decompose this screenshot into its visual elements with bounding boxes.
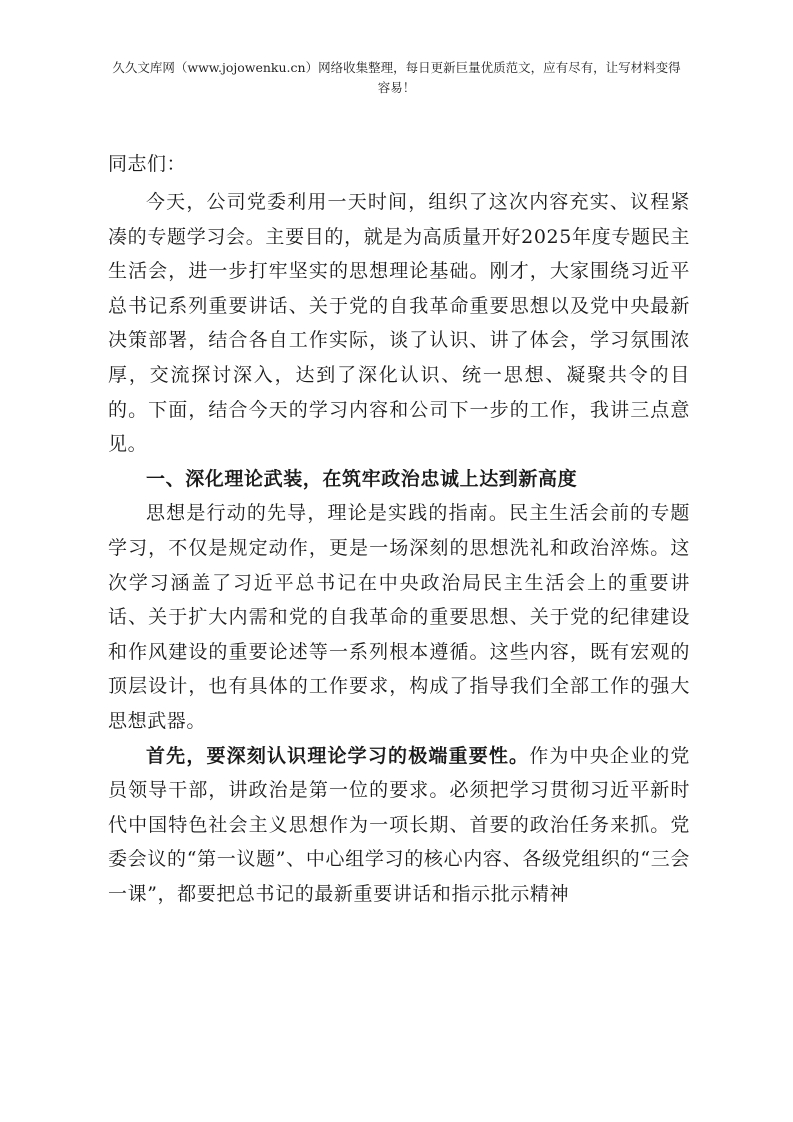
header-line-1: 久久文库网（www.jojowenku.cn）网络收集整理，每日更新巨量优质范文，应有尽有，让写材料变得 xyxy=(112,60,681,75)
salutation: 同志们： xyxy=(108,153,187,175)
document-body xyxy=(108,185,690,911)
paragraph-first-point-text: 作为中央企业的党员领导干部，讲政治是第一位的要求。必须把学习贯彻习近平新时代中国特色社会主义思想作为一项长期、首要的政治任务来抓。党委会议的“第一议题”、中心组学习的核心内容、各级党组织的“三会一课”，都要把总书记的最新重要讲话和指示批示精神 xyxy=(108,744,690,905)
paragraph-theory: 思想是行动的先导，理论是实践的指南。民主生活会前的专题学习，不仅是规定动作，更是一场深刻的思想洗礼和政治淬炼。这次学习涵盖了习近平总书记在中央政治局民主生活会上的重要讲话、关于扩大内需和党的自我革命的重要思想、关于党的纪律建设和作风建设的重要论述等一系列根本遵循。这些内容，既有宏观的顶层设计，也有具体的工作要求，构成了指导我们全部工作的强大思想武器。 xyxy=(108,502,690,732)
page-header xyxy=(90,58,703,98)
header-line-2: 容易！ xyxy=(377,80,416,95)
section-heading-1: 一、深化理论武装，在筑牢政治忠诚上达到新高度 xyxy=(146,467,578,490)
paragraph-first-point xyxy=(108,739,690,912)
paragraph-intro: 今天，公司党委利用一天时间，组织了这次内容充实、议程紧凑的专题学习会。主要目的，就是为高质量开好2025年度专题民主生活会，进一步打牢坚实的思想理论基础。刚才，大家围绕习近平总书记系列重要讲话、关于党的自我革命重要思想以及党中央最新决策部署，结合各自工作实际，谈了认识、讲了体会，学习氛围浓厚，交流探讨深入，达到了深化认识、统一思想、凝聚共令的目的。下面，结合今天的学习内容和公司下一步的工作，我讲三点意见。 xyxy=(108,191,690,456)
paragraph-lead-sentence: 首先，要深刻认识理论学习的极端重要性。 xyxy=(146,744,530,767)
